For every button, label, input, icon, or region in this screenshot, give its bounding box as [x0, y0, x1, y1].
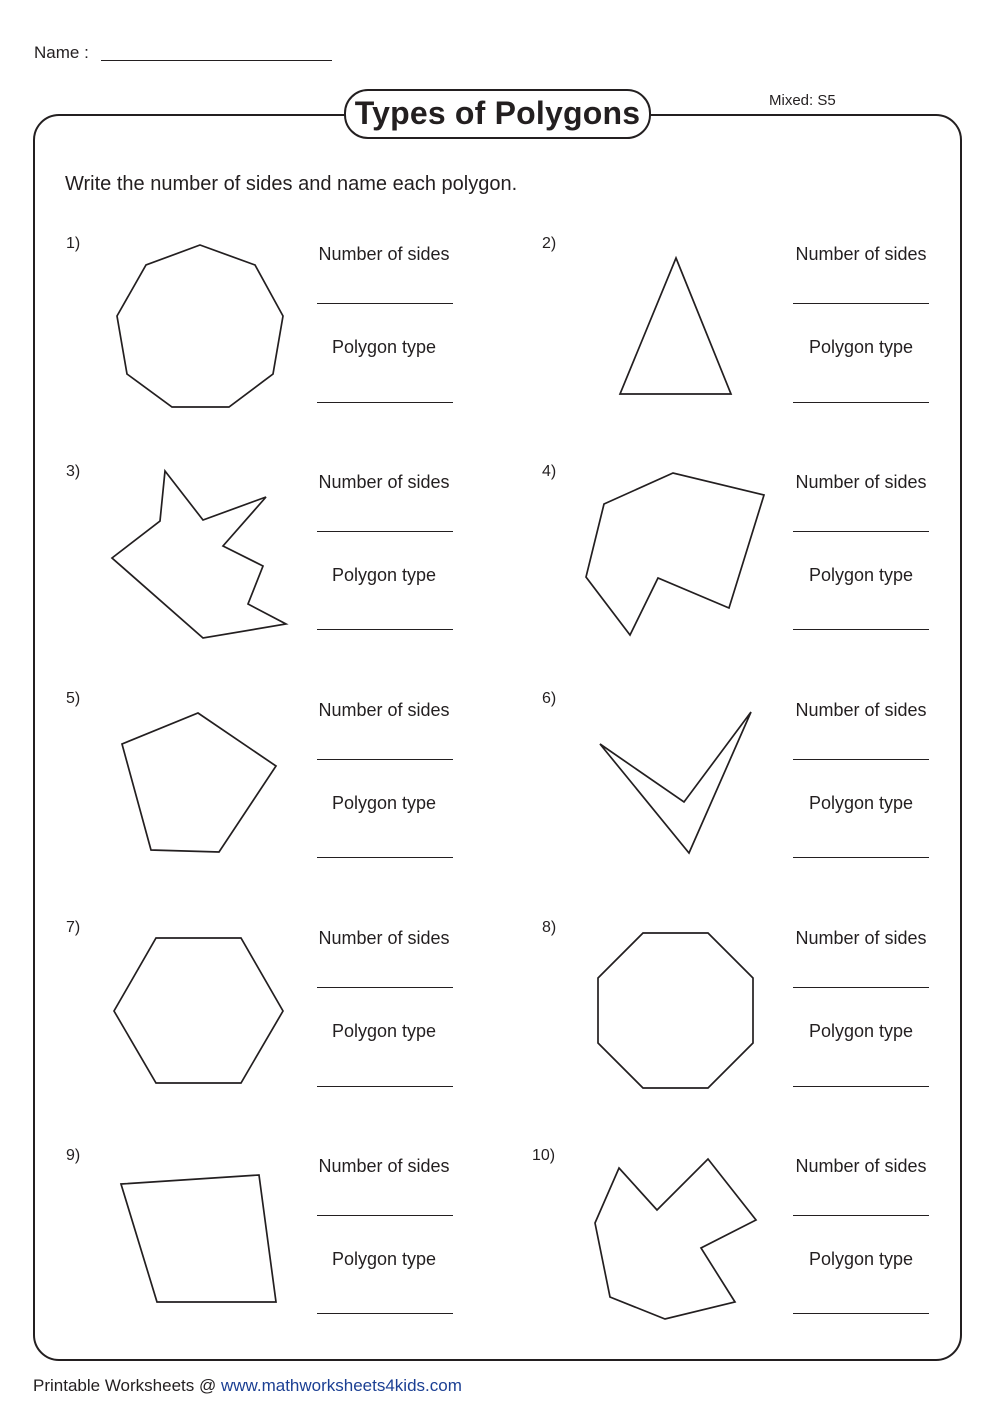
type-label: Polygon type — [808, 565, 914, 585]
sides-label: Number of sides — [795, 928, 927, 948]
footer-link[interactable]: www.mathworksheets4kids.com — [220, 1376, 462, 1395]
sides-label: Number of sides — [795, 472, 927, 492]
type-label: Polygon type — [808, 1249, 914, 1269]
type-label: Polygon type — [331, 1021, 437, 1041]
problem-number: 6) — [542, 690, 557, 707]
problem-number: 8) — [542, 919, 557, 936]
type-label: Polygon type — [808, 337, 914, 357]
nonagon-shape — [117, 245, 283, 407]
type-label: Polygon type — [808, 793, 914, 813]
problem-number: 10) — [532, 1147, 556, 1164]
concave-decagon-shape — [112, 471, 286, 638]
problem-number: 7) — [66, 919, 81, 936]
sides-label: Number of sides — [318, 244, 450, 264]
name-label: Name : — [34, 43, 89, 62]
sides-label: Number of sides — [318, 1156, 450, 1176]
sides-label: Number of sides — [795, 244, 927, 264]
triangle-shape — [620, 258, 731, 394]
type-label: Polygon type — [331, 1249, 437, 1269]
octagon-shape — [598, 933, 753, 1088]
hexagon-shape — [114, 938, 283, 1083]
type-label: Polygon type — [808, 1021, 914, 1041]
problem-number: 5) — [66, 690, 81, 707]
concave-quadrilateral-shape — [600, 712, 751, 853]
problem-number: 1) — [66, 235, 81, 252]
problem-number: 3) — [66, 463, 81, 480]
set-code: Mixed: S5 — [769, 92, 836, 109]
type-label: Polygon type — [331, 337, 437, 357]
problem-number: 9) — [66, 1147, 81, 1164]
problem-number: 2) — [542, 235, 557, 252]
type-label: Polygon type — [331, 565, 437, 585]
sides-label: Number of sides — [795, 1156, 927, 1176]
sides-label: Number of sides — [318, 472, 450, 492]
worksheet-title: Types of Polygons — [344, 89, 651, 139]
footer-prefix: Printable Worksheets @ — [33, 1376, 221, 1395]
footer — [33, 1376, 462, 1396]
instructions: Write the number of sides and name each polygon. — [65, 173, 518, 195]
sides-label: Number of sides — [318, 700, 450, 720]
pentagon-shape — [122, 713, 276, 852]
type-label: Polygon type — [331, 793, 437, 813]
sides-label: Number of sides — [318, 928, 450, 948]
concave-nonagon-shape — [595, 1159, 756, 1319]
sides-label: Number of sides — [795, 700, 927, 720]
concave-heptagon-shape — [586, 473, 764, 635]
problem-number: 4) — [542, 463, 557, 480]
quadrilateral-shape — [121, 1175, 276, 1302]
